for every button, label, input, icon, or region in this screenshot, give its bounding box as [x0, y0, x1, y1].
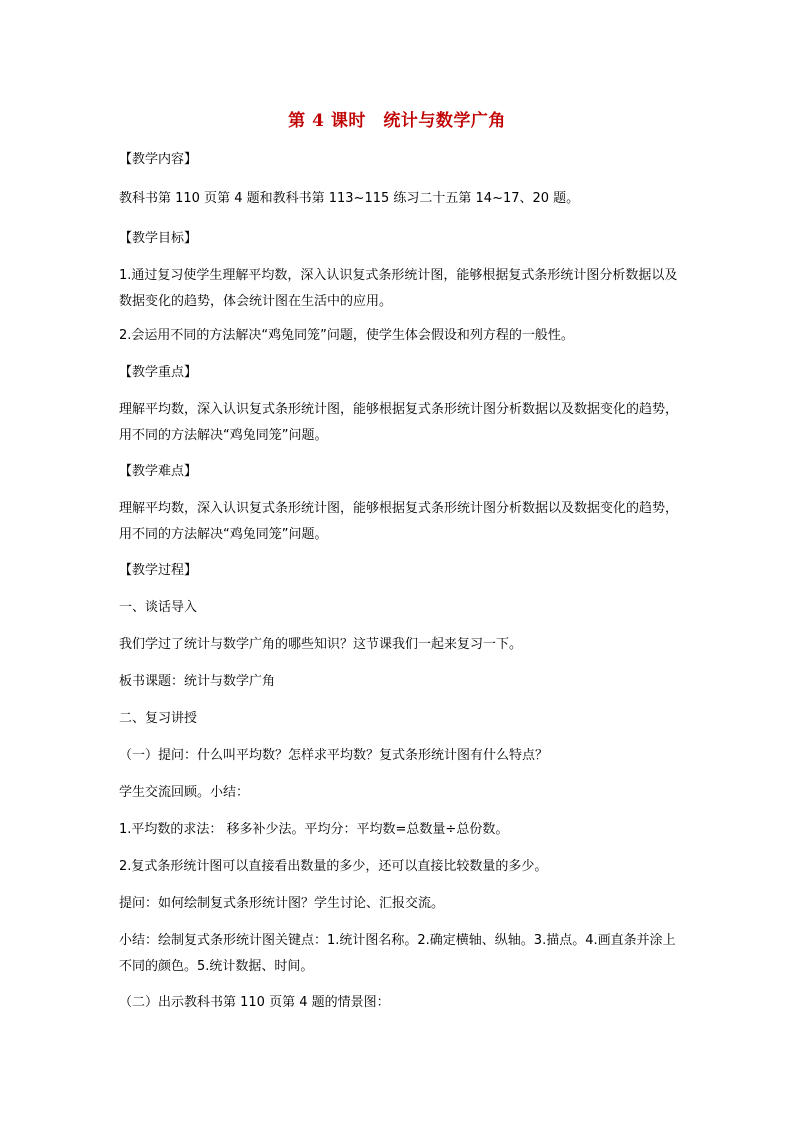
key-points-text: 理解平均数，深入认识复式条形统计图，能够根据复式条形统计图分析数据以及数据变化的趋势，用不同的方法解决“鸡兔同笼”问题。 [119, 402, 679, 443]
section-heading-goals: 【教学目标】 [119, 231, 198, 246]
section-heading-content: 【教学内容】 [119, 152, 198, 167]
step-heading-1: 一、谈话导入 [119, 600, 198, 615]
difficulties-text: 理解平均数，深入认识复式条形统计图，能够根据复式条形统计图分析数据以及数据变化的趋势，用不同的方法解决“鸡兔同笼”问题。 [119, 501, 679, 542]
step-heading-2: 二、复习讲授 [119, 711, 198, 726]
section-heading-difficulties: 【教学难点】 [119, 464, 198, 479]
summary-item-2: 2.复式条形统计图可以直接看出数量的多少，还可以直接比较数量的多少。 [119, 859, 548, 874]
page-title: 第 4 课时 统计与数学广角 [288, 111, 506, 131]
process-text-3: （一）提问：什么叫平均数？怎样求平均数？复式条形统计图有什么特点？ [119, 748, 549, 763]
process-text-1: 我们学过了统计与数学广角的哪些知识？这节课我们一起来复习一下。 [119, 637, 523, 652]
goal-item-2: 2.会运用不同的方法解决“鸡兔同笼”问题，使学生体会假设和列方程的一般性。 [119, 328, 574, 343]
summary-item-1: 1.平均数的求法： 移多补少法。平均分：平均数=总数量÷总份数。 [119, 822, 509, 837]
process-text-5: 提问：如何绘制复式条形统计图？学生讨论、汇报交流。 [119, 896, 445, 911]
goal-item-1: 1.通过复习使学生理解平均数，深入认识复式条形统计图，能够根据复式条形统计图分析数据以及数据变化的趋势，体会统计图在生活中的应用。 [119, 268, 678, 309]
section-heading-key-points: 【教学重点】 [119, 365, 198, 380]
content-text: 教科书第 110 页第 4 题和教科书第 113~115 练习二十五第 14~17、20 题。 [119, 191, 580, 206]
section-heading-process: 【教学过程】 [119, 563, 198, 578]
summary-text: 小结：绘制复式条形统计图关键点：1.统计图名称。2.确定横轴、纵轴。3.描点。4.画直条并涂上不同的颜色。5.统计数据、时间。 [119, 933, 676, 974]
process-text-6: （二）出示教科书第 110 页第 4 题的情景图： [119, 995, 390, 1010]
process-text-2: 板书课题：统计与数学广角 [119, 674, 276, 689]
process-text-4: 学生交流回顾。小结： [119, 785, 250, 800]
